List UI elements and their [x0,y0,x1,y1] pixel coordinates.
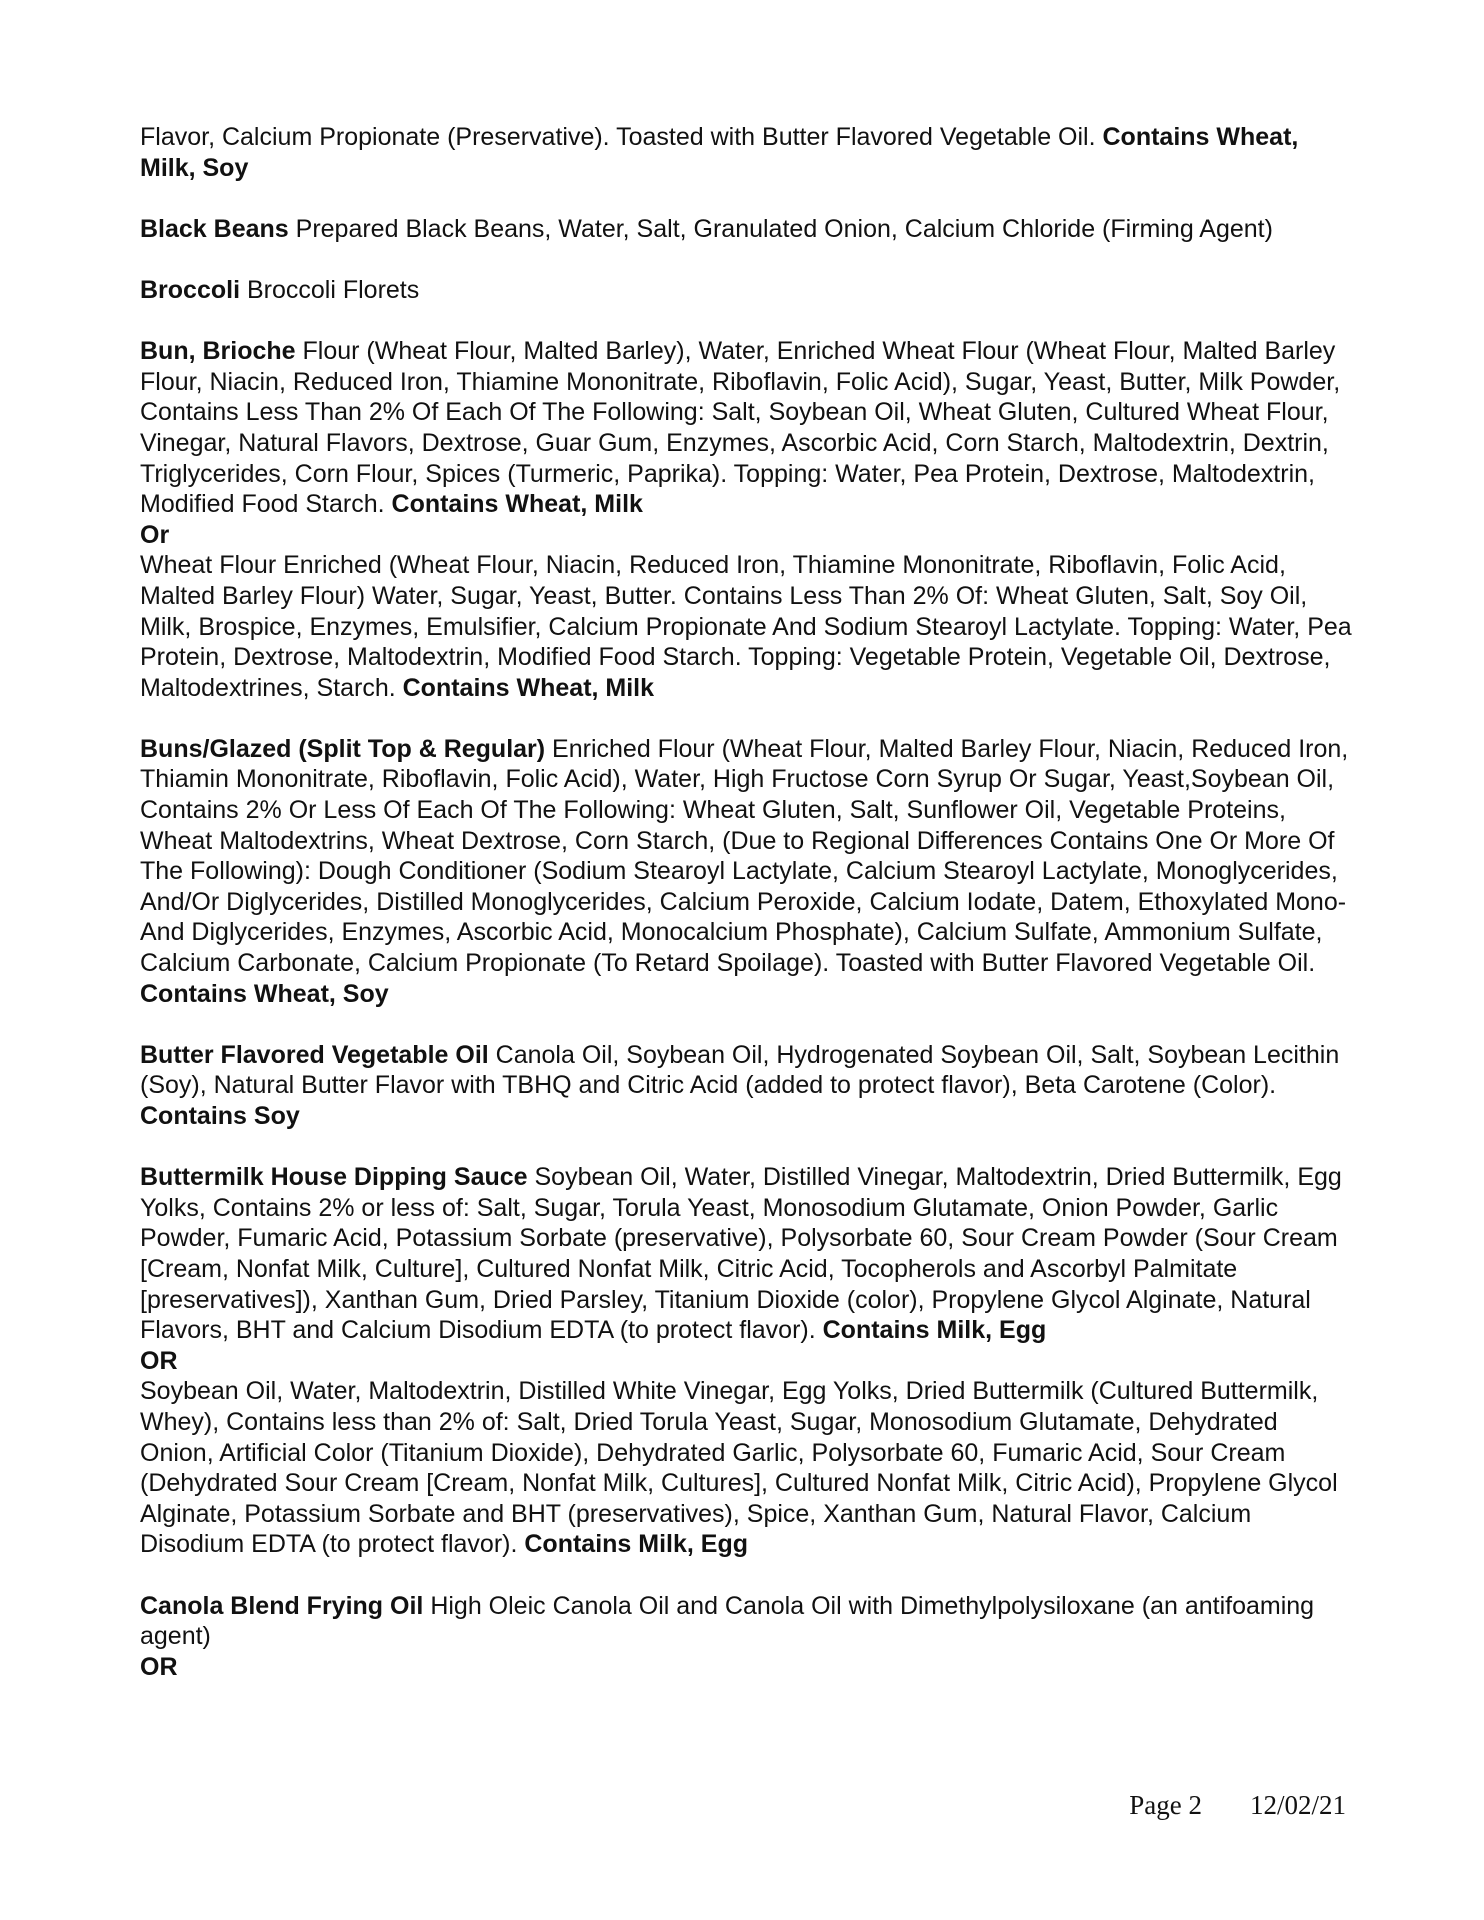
page-number: Page 2 [1129,1790,1202,1820]
entry-buttermilk-house-dipping-sauce-alternate [140,1376,1358,1560]
entry-allergens: Contains Milk, Egg [822,1316,1047,1345]
entry-allergens: Contains Wheat, Milk [391,490,643,519]
entry-ingredients: Soybean Oil, Water, Distilled Vinegar, Maltodextrin, Dried Buttermilk, Egg Yolks, Contains 2% or less of: Salt, Sugar, Torula Yeast, Monosodium Glutamate, Onion Powder, Garlic Powder, Fumaric Acid, Potassium Sorbate (preservative), Polysorbate 60, Sour Cream Powder (Sour Cream [Cream, Nonfat Milk, Culture], Cultured Nonfat Milk, Citric Acid, Tocopherols and Ascorbyl Palmitate [preservatives]), Xanthan Gum, Dried Parsley, Titanium Dioxide (color), Propylene Glycol Alginate, Natural Flavors, BHT and Calcium Disodium EDTA (to protect flavor). [140,1163,1342,1345]
entry-black-beans [140,214,1358,245]
entry-alt-ingredients: Soybean Oil, Water, Maltodextrin, Distilled White Vinegar, Egg Yolks, Dried Buttermilk (Cultured Buttermilk, Whey), Contains less than 2% of: Salt, Dried Torula Yeast, Sugar, Monosodium Glutamate, Dehydrated Onion, Artificial Color (Titanium Dioxide), Dehydrated Garlic, Polysorbate 60, Fumaric Acid, Sour Cream (Dehydrated Sour Cream [Cream, Nonfat Milk, Cultures], Cultured Nonfat Milk, Citric Acid), Propylene Glycol Alginate, Potassium Sorbate and BHT (preservatives), Spice, Xanthan Gum, Natural Flavor, Calcium Disodium EDTA (to protect flavor). [140,1377,1338,1559]
entry-allergens: Contains Soy [140,1102,300,1130]
entry-name: Butter Flavored Vegetable Oil [140,1040,489,1069]
entry-bun-brioche [140,336,1358,520]
entry-ingredients: Flour (Wheat Flour, Malted Barley), Water, Enriched Wheat Flour (Wheat Flour, Malted Barley Flour, Niacin, Reduced Iron, Thiamine Mononitrate, Riboflavin, Folic Acid), Sugar, Yeast, Butter, Milk Powder, Contains Less Than 2% Of Each Of The Following: Salt, Soybean Oil, Wheat Gluten, Cultured Wheat Flour, Vinegar, Natural Flavors, Dextrose, Guar Gum, Enzymes, Ascorbic Acid, Corn Starch, Maltodextrin, Dextrin, Triglycerides, Corn Flour, Spices (Turmeric, Paprika). Topping: Water, Pea Protein, Dextrose, Maltodextrin, Modified Food Starch. [140,337,1341,519]
entry-name: Black Beans [140,214,289,243]
document-date: 12/02/21 [1249,1790,1346,1820]
entry-buttermilk-house-dipping-sauce [140,1162,1358,1346]
entry-alt-allergens: Contains Wheat, Milk [402,673,655,702]
or-separator: OR [140,1346,178,1375]
entry-name: Buttermilk House Dipping Sauce [140,1163,528,1192]
or-separator: OR [140,1652,178,1681]
entry-canola-blend-frying-oil [140,1591,1358,1652]
entry-name: Canola Blend Frying Oil [140,1591,424,1620]
ingredients-document [140,122,1358,1682]
intro-allergens: Contains Wheat, Milk, Soy [140,123,1299,182]
entry-ingredients: Prepared Black Beans, Water, Salt, Granulated Onion, Calcium Chloride (Firming Agent) [288,214,1273,243]
entry-butter-flavored-vegetable-oil [140,1040,1358,1132]
page-footer [0,1790,1346,1821]
entry-name: Broccoli [140,275,241,304]
entry-name: Buns/Glazed (Split Top & Regular) [140,734,546,763]
entry-buns-glazed [140,734,1358,1009]
entry-ingredients: High Oleic Canola Oil and Canola Oil with Dimethylpolysiloxane (an antifoaming agent) [140,1591,1315,1651]
entry-name: Bun, Brioche [140,337,296,366]
entry-ingredients: Broccoli Florets [240,275,420,304]
entry-allergens: Contains Wheat, Soy [140,979,389,1008]
entry-ingredients: Enriched Flour (Wheat Flour, Malted Barley Flour, Niacin, Reduced Iron, Thiamin Mononitrate, Riboflavin, Folic Acid), Water, High Fructose Corn Syrup Or Sugar, Yeast,Soybean Oil, Contains 2% Or Less Of Each Of The Following: Wheat Gluten, Salt, Sunflower Oil, Vegetable Proteins, Wheat Maltodextrins, Wheat Dextrose, Corn Starch, (Due to Regional Differences Contains One Or More Of The Following): Dough Conditioner (Sodium Stearoyl Lactylate, Calcium Stearoyl Lactylate, Monoglycerides, And/Or Diglycerides, Distilled Monoglycerides, Calcium Peroxide, Calcium Iodate, Datem, Ethoxylated Mono- And Diglycerides, Enzymes, Ascorbic Acid, Monocalcium Phosphate), Calcium Sulfate, Ammonium Sulfate, Calcium Carbonate, Calcium Propionate (To Retard Spoilage). Toasted with Butter Flavored Vegetable Oil. [140,734,1349,978]
or-separator: Or [140,520,170,549]
entry-broccoli [140,275,1358,306]
entry-ingredients: Canola Oil, Soybean Oil, Hydrogenated Soybean Oil, Salt, Soybean Lecithin (Soy), Natural Butter Flavor with TBHQ and Citric Acid (added to protect flavor), Beta Carotene (Color). [140,1040,1340,1100]
entry-alt-allergens: Contains Milk, Egg [524,1530,748,1559]
intro-text: Flavor, Calcium Propionate (Preservative). Toasted with Butter Flavored Vegetable Oil. [140,123,1103,151]
entry-alt-ingredients: Wheat Flour Enriched (Wheat Flour, Niacin, Reduced Iron, Thiamine Mononitrate, Riboflavin, Folic Acid, Malted Barley Flour) Water, Sugar, Yeast, Butter. Contains Less Than 2% Of: Wheat Gluten, Salt, Soy Oil, Milk, Brospice, Enzymes, Emulsifier, Calcium Propionate And Sodium Stearoyl Lactylate. Topping: Water, Pea Protein, Dextrose, Maltodextrin, Modified Food Starch. Topping: Vegetable Protein, Vegetable Oil, Dextrose, Maltodextrines, Starch. [140,551,1352,702]
entry-bun-brioche-alternate [140,550,1358,703]
intro-paragraph [140,122,1358,183]
